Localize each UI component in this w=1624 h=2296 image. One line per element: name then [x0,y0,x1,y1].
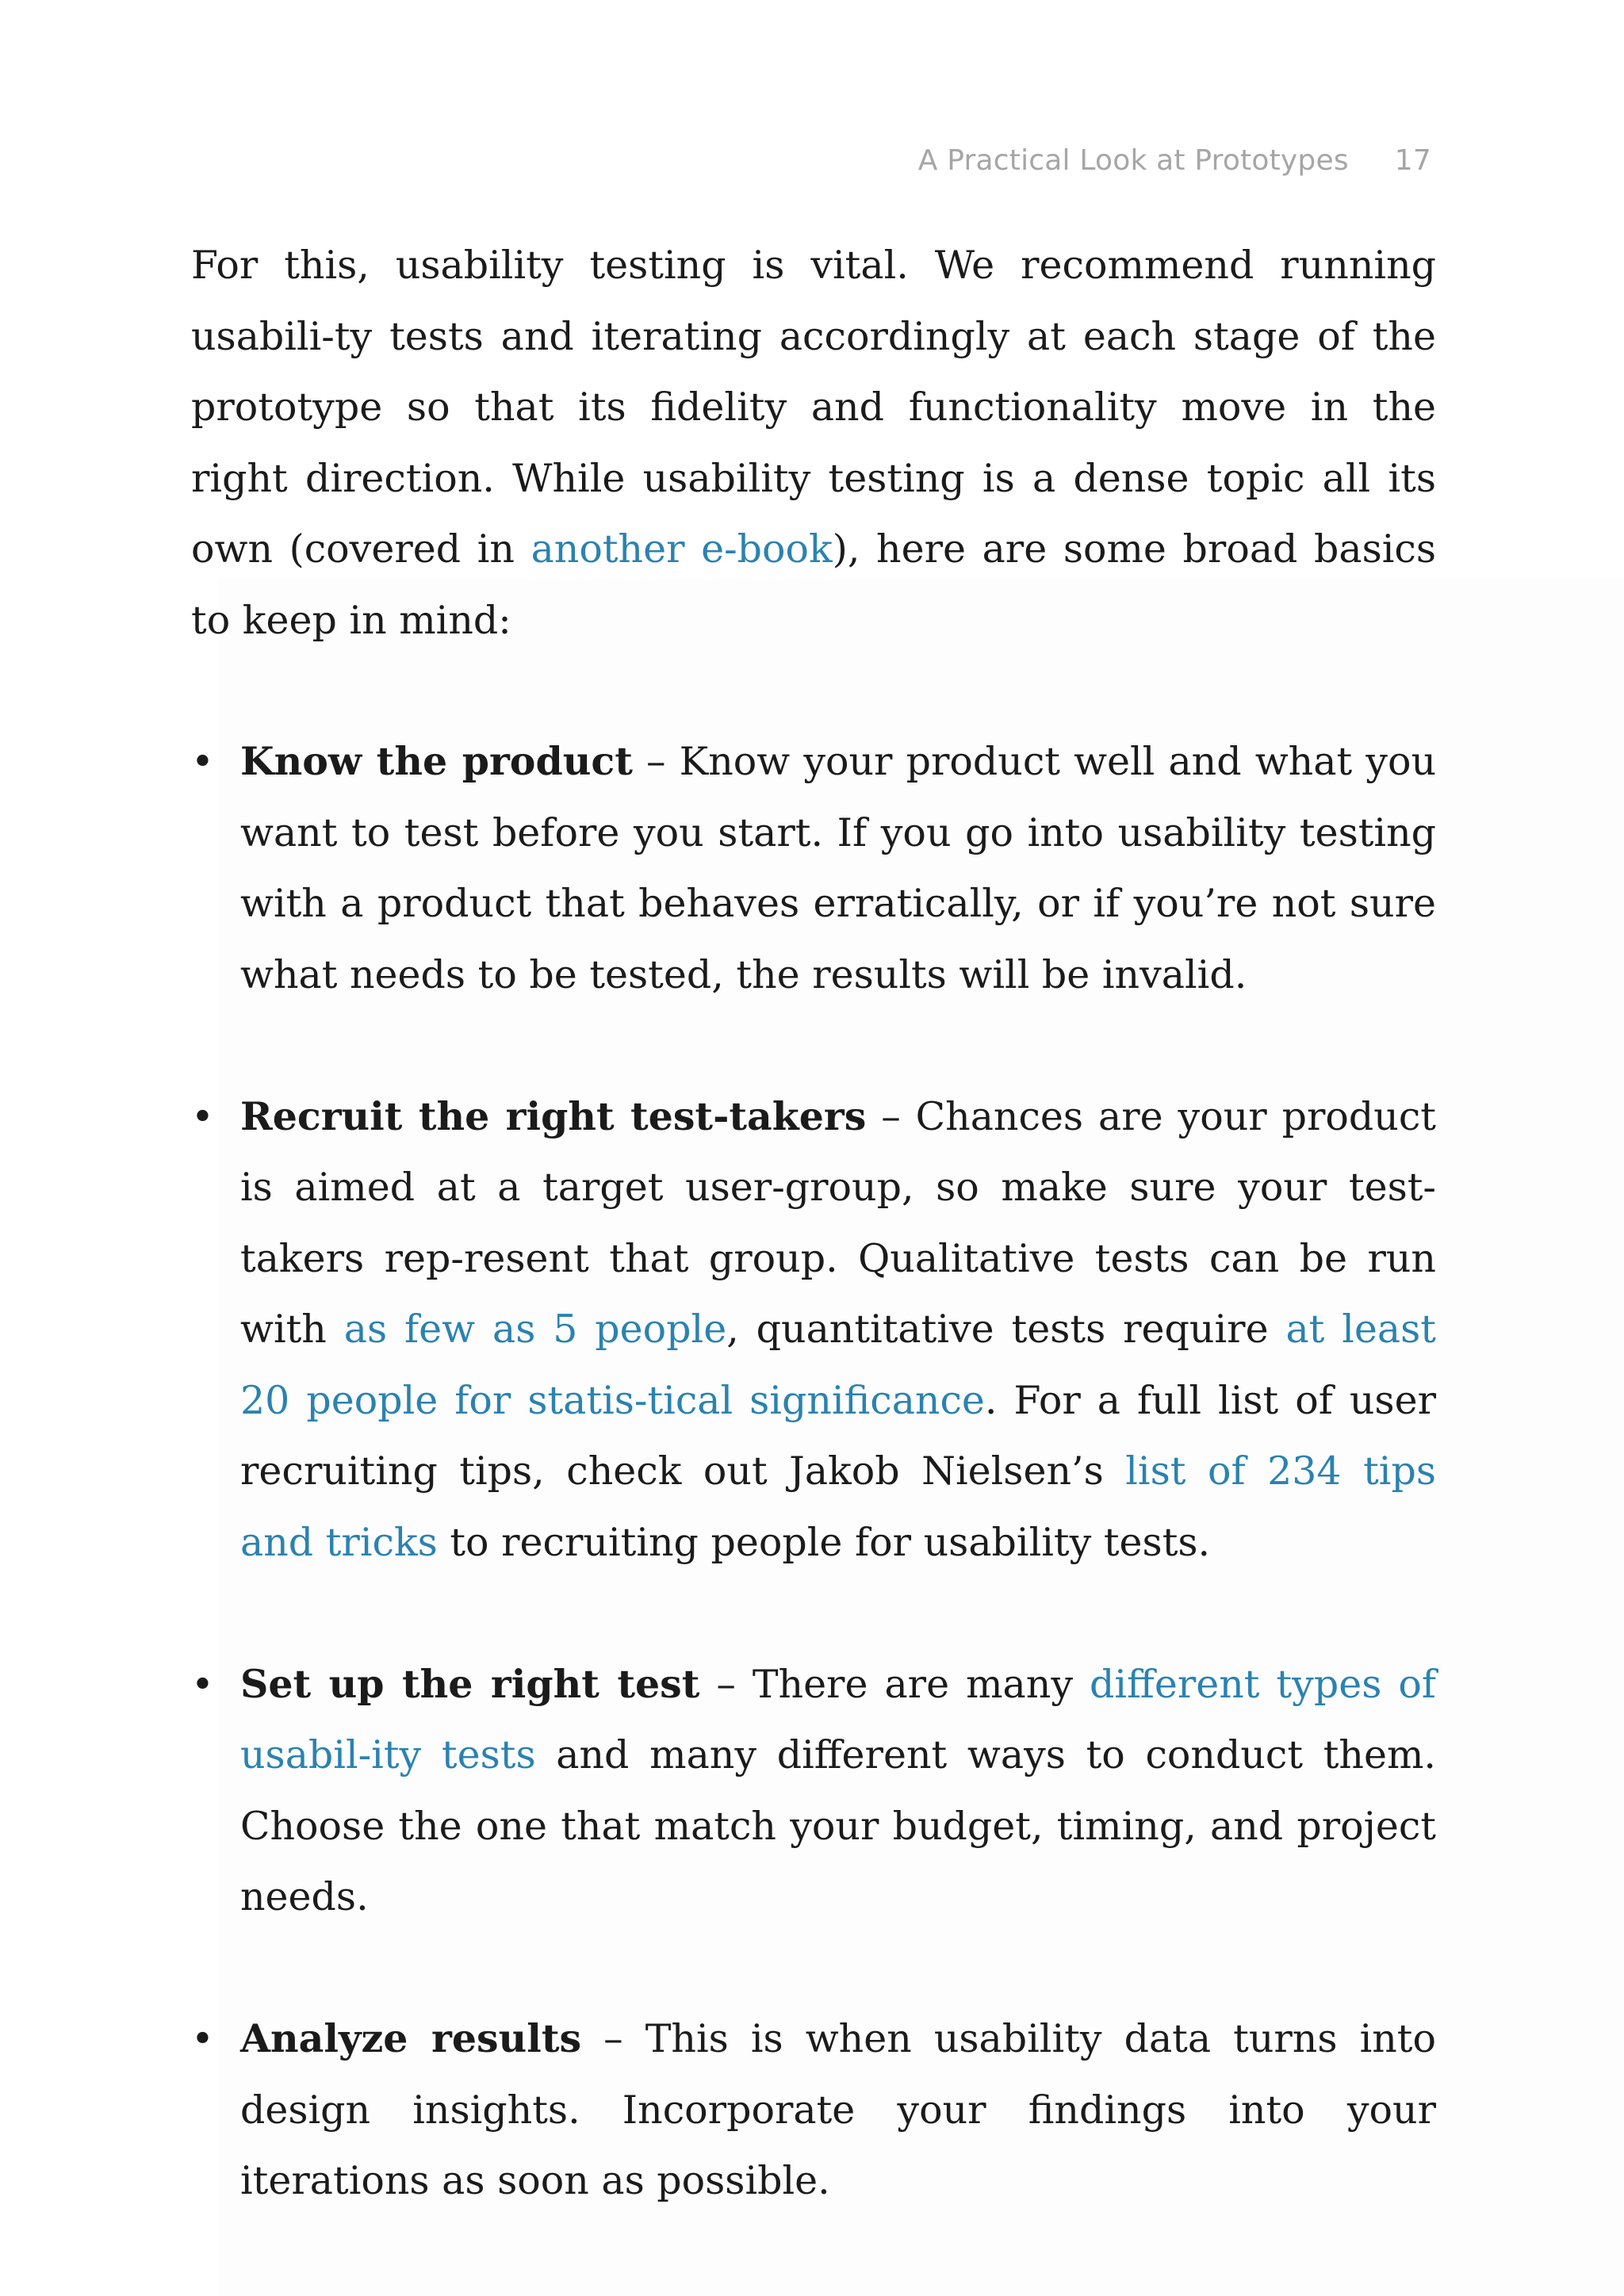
list-item-setup-test [191,1649,1436,1933]
bullet-title: Analyze results [240,2015,582,2061]
bullet-body: to recruiting people for usability tests. [437,1519,1211,1565]
bullet-text [240,726,1436,1010]
header-title: A Practical Look at Prototypes [917,144,1349,177]
list-item-recruit [191,1081,1436,1578]
list-item-analyze [191,2003,1436,2217]
statistical-significance-link[interactable]: at least 20 people for statis-tical significance [240,1307,1436,1423]
bullet-text [240,1081,1436,1578]
bullet-text [240,1649,1436,1933]
bullet-body: – There are many [699,1661,1090,1707]
running-header [918,144,1431,177]
bullet-text [240,2003,1436,2217]
bullet-title: Set up the right test [240,1660,700,1707]
bullet-title: Recruit the right test-takers [240,1093,867,1139]
intro-text-end: ), here are some broad basics to keep in mind: [191,526,1436,643]
bullet-icon: • [191,1661,214,1707]
page-number: 17 [1394,144,1431,177]
intro-text: For this, usability testing is vital. We recommend running usabili-ty tests and iterating accordingly at each stage of the prototype so that its fidelity and functionality move in the right direction. While usability testing is a dense topic all its own (covered in [191,243,1436,572]
usability-test-types-link[interactable]: different types of usabil-ity tests [240,1661,1436,1777]
bullet-body: , quantitative tests require [726,1307,1286,1352]
bullet-body: – Chances are your product is aimed at a target user-group, so make sure your test-takers rep-resent that group. Qualitative tests can be run with [240,1093,1436,1352]
bullet-body: and many different ways to conduct them. Choose the one that match your budget, timing, and project needs. [240,1732,1436,1919]
bullet-icon: • [191,1093,214,1139]
bullet-body: – This is when usability data turns into design insights. Incorporate your findings into your iterations as soon as possible. [240,2016,1436,2203]
bullet-icon: • [191,2016,214,2061]
intro-paragraph [191,230,1436,656]
another-ebook-link[interactable]: another e-book [530,526,833,572]
bullet-title: Know the product [240,738,633,784]
bullet-body: . For a full list of user recruiting tips, check out Jakob Nielsen’s [240,1377,1437,1494]
page-content [191,230,1436,2287]
list-item-know-product [191,726,1436,1010]
bullet-icon: • [191,739,214,784]
tips-and-tricks-link[interactable]: list of 234 tips and tricks [240,1448,1436,1565]
basics-list [191,726,1436,2217]
bullet-body: – Know your product well and what you want to test before you start. If you go into usability testing with a product that behaves erratically, or if you’re not sure what needs to be tested, the results will be invalid. [240,739,1436,997]
as-few-as-5-people-link[interactable]: as few as 5 people [343,1307,727,1352]
